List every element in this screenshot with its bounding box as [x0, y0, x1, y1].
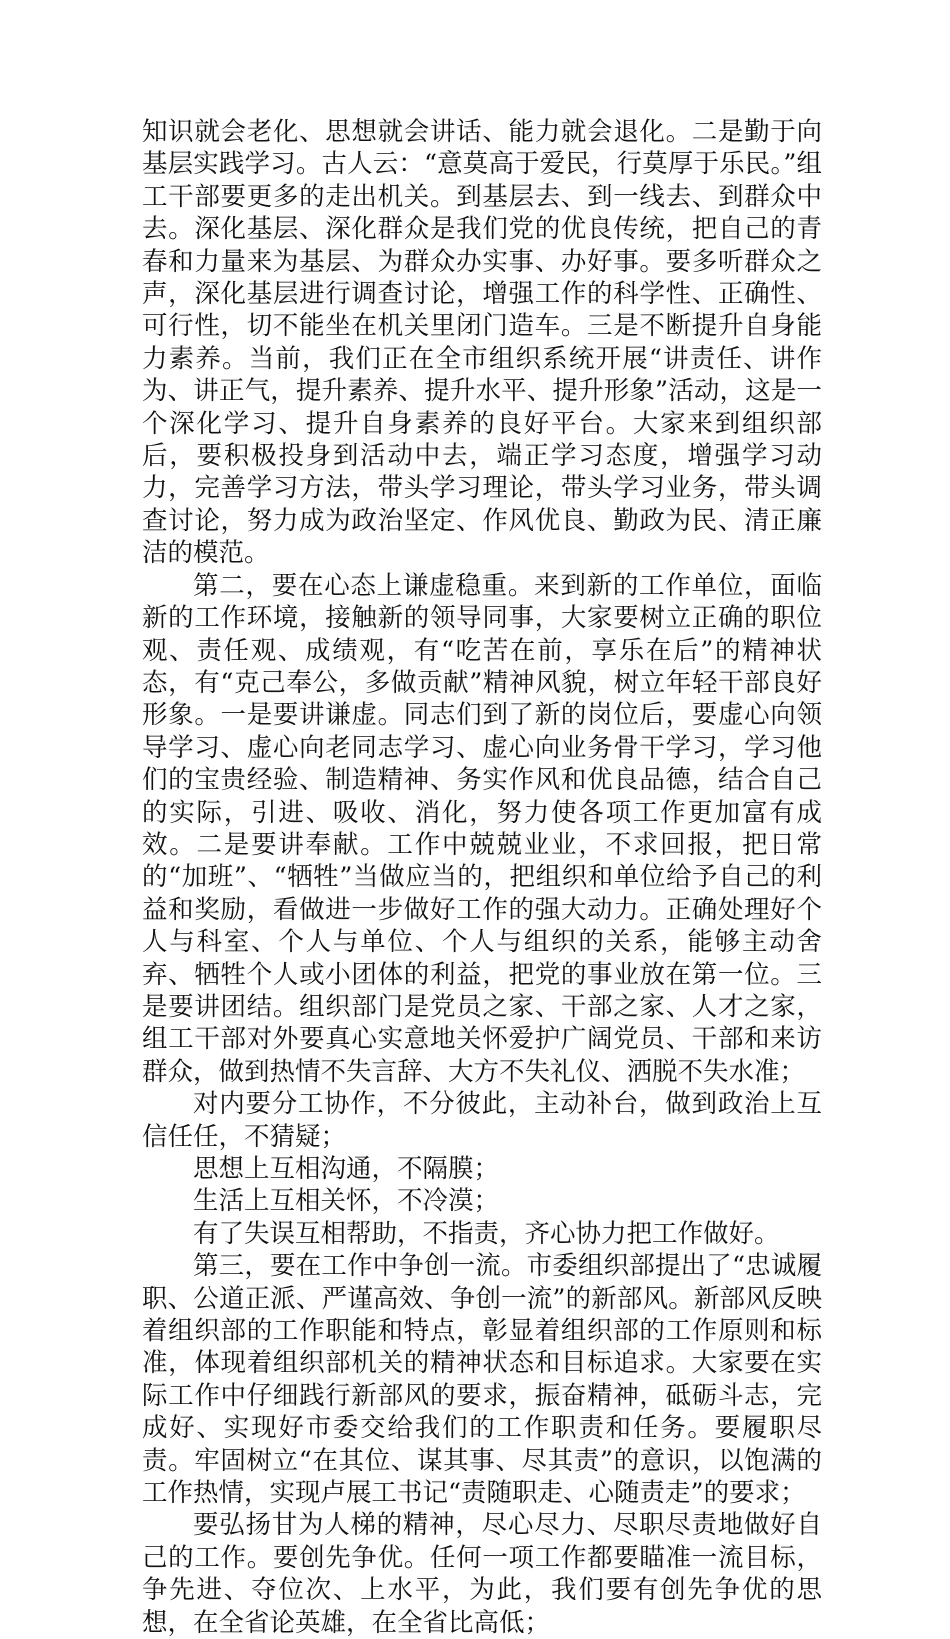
paragraph-6: 有了失误互相帮助，不指责，齐心协力把工作做好。: [193, 1218, 780, 1249]
document-body: [142, 116, 822, 1639]
paragraph-1: 知识就会老化、思想就会讲话、能力就会退化。二是勤于向基层实践学习。古人云：“意莫高于爱民，行莫厚于乐民。”组工干部要更多的走出机关。到基层去、到一线去、到群众中去。深化基层、深化群众是我们党的优良传统，把自己的青春和力量来为基层、为群众办实事、办好事。要多听群众之声，深化基层进行调查讨论，增强工作的科学性、正确性、可行性，切不能坐在机关里闭门造车。三是不断提升自身能力素养。当前，我们正在全市组织系统开展“讲责任、讲作为、讲正气，提升素养、提升水平、提升形象”活动，这是一个深化学习、提升自身素养的良好平台。大家来到组织部后，要积极投身到活动中去，端正学习态度，增强学习动力，完善学习方法，带头学习理论，带头学习业务，带头调查讨论，努力成为政治坚定、作风优良、勤政为民、清正廉洁的模范。: [142, 117, 822, 569]
paragraph-8: 要弘扬甘为人梯的精神，尽心尽力、尽职尽责地做好自己的工作。要创先争优。任何一项工作都要瞄准一流目标，争先进、夺位次、上水平，为此，我们要有创先争优的思想，在全省论英雄，在全省比高低；: [142, 1510, 822, 1638]
paragraph-7: 第三，要在工作中争创一流。市委组织部提出了“忠诚履职、公道正派、严谨高效、争创一流”的新部风。新部风反映着组织部的工作职能和特点，彰显着组织部的工作原则和标准，体现着组织部机关的精神状态和目标追求。大家要在实际工作中仔细践行新部风的要求，振奋精神，砥砺斗志，完成好、实现好市委交给我们的工作职责和任务。要履职尽责。牢固树立“在其位、谋其事、尽其责”的意识，以饱满的工作热情，实现卢展工书记“责随职走、心随责走”的要求；: [142, 1251, 822, 1509]
paragraph-4: 思想上互相沟通，不隔膜；: [193, 1154, 500, 1184]
paragraph-3: 对内要分工协作，不分彼此，主动补台，做到政治上互信任任，不猜疑；: [142, 1089, 822, 1152]
paragraph-5: 生活上互相关怀，不冷漠；: [193, 1186, 500, 1217]
paragraph-2: 第二，要在心态上谦虚稳重。来到新的工作单位，面临新的工作环境，接触新的领导同事，大家要树立正确的职位观、责任观、成绩观，有“吃苦在前，享乐在后”的精神状态，有“克己奉公，多做贡献”精神风貌，树立年轻干部良好形象。一是要讲谦虚。同志们到了新的岗位后，要虚心向领导学习、虚心向老同志学习、虚心向业务骨干学习，学习他们的宝贵经验、制造精神、务实作风和优良品德，结合自己的实际，引进、吸收、消化，努力使各项工作更加富有成效。二是要讲奉献。工作中兢兢业业，不求回报，把日常的“加班”、“牺牲”当做应当的，把组织和单位给予自己的利益和奖励，看做进一步做好工作的强大动力。正确处理好个人与科室、个人与单位、个人与组织的关系，能够主动舍弃、牺牲个人或小团体的利益，把党的事业放在第一位。三是要讲团结。组织部门是党员之家、干部之家、人才之家，组工干部对外要真心实意地关怀爱护广阔党员、干部和来访群众，做到热情不失言辞、大方不失礼仪、洒脱不失水准；: [142, 570, 822, 1087]
